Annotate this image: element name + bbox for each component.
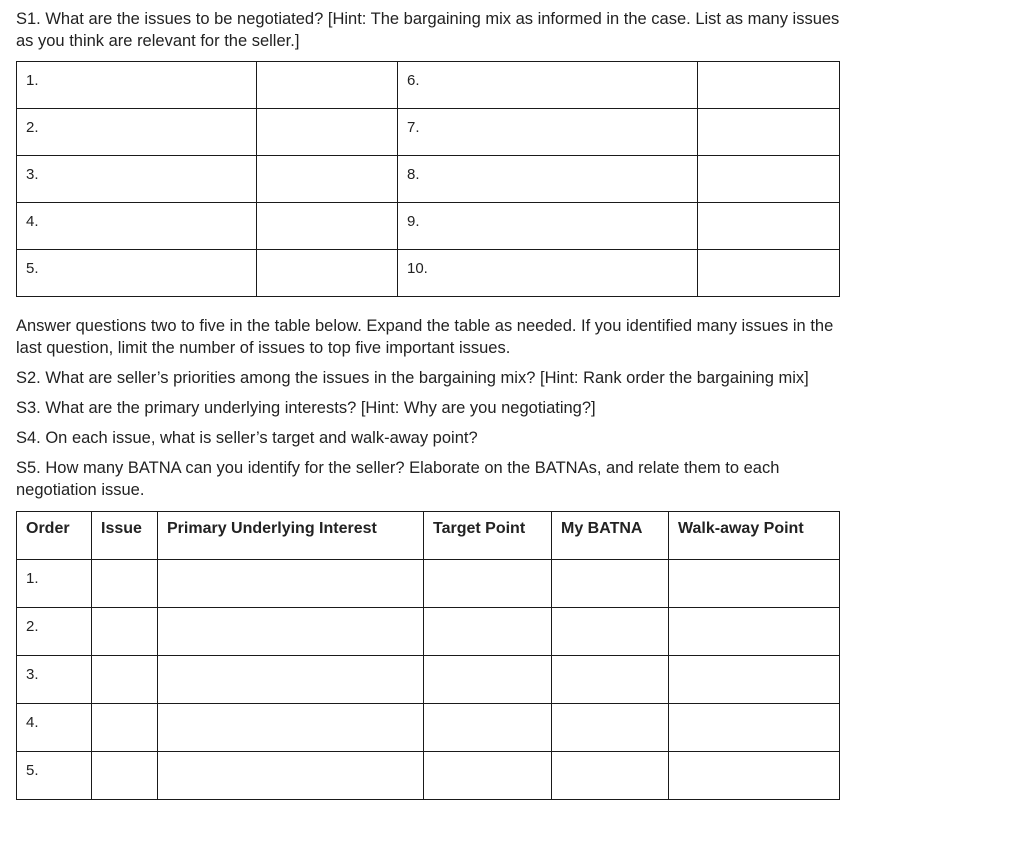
header-primary-underlying-interest: Primary Underlying Interest bbox=[158, 512, 424, 560]
issue-number-cell: 4. bbox=[17, 203, 257, 250]
issue-number-cell: 8. bbox=[398, 156, 698, 203]
header-issue: Issue bbox=[92, 512, 158, 560]
question-s1: S1. What are the issues to be negotiated? [Hint: The bargaining mix as informed in the case. List as many issues as you think are relevant for the seller.] bbox=[16, 10, 840, 50]
issue-answer-cell[interactable] bbox=[698, 203, 840, 250]
issue-number-cell: 1. bbox=[17, 62, 257, 109]
issue-answer-cell[interactable] bbox=[698, 250, 840, 297]
issue-answer-cell[interactable] bbox=[257, 250, 398, 297]
table-row bbox=[17, 656, 840, 704]
question-s3: S3. What are the primary underlying interests? [Hint: Why are you negotiating?] bbox=[16, 399, 596, 417]
table-row bbox=[17, 109, 840, 156]
order-cell: 5. bbox=[17, 752, 92, 800]
table-row bbox=[17, 608, 840, 656]
table-row bbox=[17, 704, 840, 752]
order-cell: 4. bbox=[17, 704, 92, 752]
header-target-point: Target Point bbox=[424, 512, 552, 560]
issue-cell[interactable] bbox=[92, 656, 158, 704]
header-walk-away-point: Walk-away Point bbox=[669, 512, 840, 560]
table-row bbox=[17, 752, 840, 800]
walk-away-point-cell[interactable] bbox=[669, 656, 840, 704]
walk-away-point-cell[interactable] bbox=[669, 560, 840, 608]
issue-number-cell: 7. bbox=[398, 109, 698, 156]
order-cell: 1. bbox=[17, 560, 92, 608]
issue-number-cell: 10. bbox=[398, 250, 698, 297]
issue-answer-cell[interactable] bbox=[257, 109, 398, 156]
planning-table-wrapper bbox=[16, 511, 846, 800]
table-row bbox=[17, 250, 840, 297]
issue-number-cell: 5. bbox=[17, 250, 257, 297]
issue-cell[interactable] bbox=[92, 608, 158, 656]
issue-answer-cell[interactable] bbox=[257, 62, 398, 109]
table-row bbox=[17, 560, 840, 608]
interest-cell[interactable] bbox=[158, 752, 424, 800]
planning-table bbox=[16, 511, 840, 800]
issue-number-cell: 9. bbox=[398, 203, 698, 250]
issue-cell[interactable] bbox=[92, 704, 158, 752]
issue-answer-cell[interactable] bbox=[698, 109, 840, 156]
batna-cell[interactable] bbox=[552, 560, 669, 608]
interest-cell[interactable] bbox=[158, 608, 424, 656]
issue-answer-cell[interactable] bbox=[257, 203, 398, 250]
batna-cell[interactable] bbox=[552, 608, 669, 656]
question-s4: S4. On each issue, what is seller’s target and walk-away point? bbox=[16, 429, 478, 447]
interest-cell[interactable] bbox=[158, 704, 424, 752]
question-s2: S2. What are seller’s priorities among the issues in the bargaining mix? [Hint: Rank order the bargaining mix] bbox=[16, 369, 809, 387]
issue-cell[interactable] bbox=[92, 560, 158, 608]
batna-cell[interactable] bbox=[552, 752, 669, 800]
instructions-paragraph: Answer questions two to five in the table below. Expand the table as needed. If you identified many issues in the last question, limit the number of issues to top five important issues. bbox=[16, 317, 834, 357]
issue-cell[interactable] bbox=[92, 752, 158, 800]
table-row bbox=[17, 203, 840, 250]
table-header-row bbox=[17, 512, 840, 560]
issue-answer-cell[interactable] bbox=[698, 156, 840, 203]
issue-number-cell: 6. bbox=[398, 62, 698, 109]
target-point-cell[interactable] bbox=[424, 608, 552, 656]
batna-cell[interactable] bbox=[552, 656, 669, 704]
table-row bbox=[17, 62, 840, 109]
interest-cell[interactable] bbox=[158, 656, 424, 704]
order-cell: 2. bbox=[17, 608, 92, 656]
target-point-cell[interactable] bbox=[424, 656, 552, 704]
walk-away-point-cell[interactable] bbox=[669, 704, 840, 752]
document bbox=[16, 0, 846, 800]
header-order: Order bbox=[17, 512, 92, 560]
header-my-batna: My BATNA bbox=[552, 512, 669, 560]
walk-away-point-cell[interactable] bbox=[669, 752, 840, 800]
batna-cell[interactable] bbox=[552, 704, 669, 752]
target-point-cell[interactable] bbox=[424, 704, 552, 752]
issue-number-cell: 3. bbox=[17, 156, 257, 203]
order-cell: 3. bbox=[17, 656, 92, 704]
issue-answer-cell[interactable] bbox=[257, 156, 398, 203]
table-row bbox=[17, 156, 840, 203]
issue-answer-cell[interactable] bbox=[698, 62, 840, 109]
interest-cell[interactable] bbox=[158, 560, 424, 608]
walk-away-point-cell[interactable] bbox=[669, 608, 840, 656]
target-point-cell[interactable] bbox=[424, 560, 552, 608]
issues-table bbox=[16, 61, 840, 297]
question-s5: S5. How many BATNA can you identify for the seller? Elaborate on the BATNAs, and relate them to each negotiation issue. bbox=[16, 459, 780, 499]
target-point-cell[interactable] bbox=[424, 752, 552, 800]
issue-number-cell: 2. bbox=[17, 109, 257, 156]
